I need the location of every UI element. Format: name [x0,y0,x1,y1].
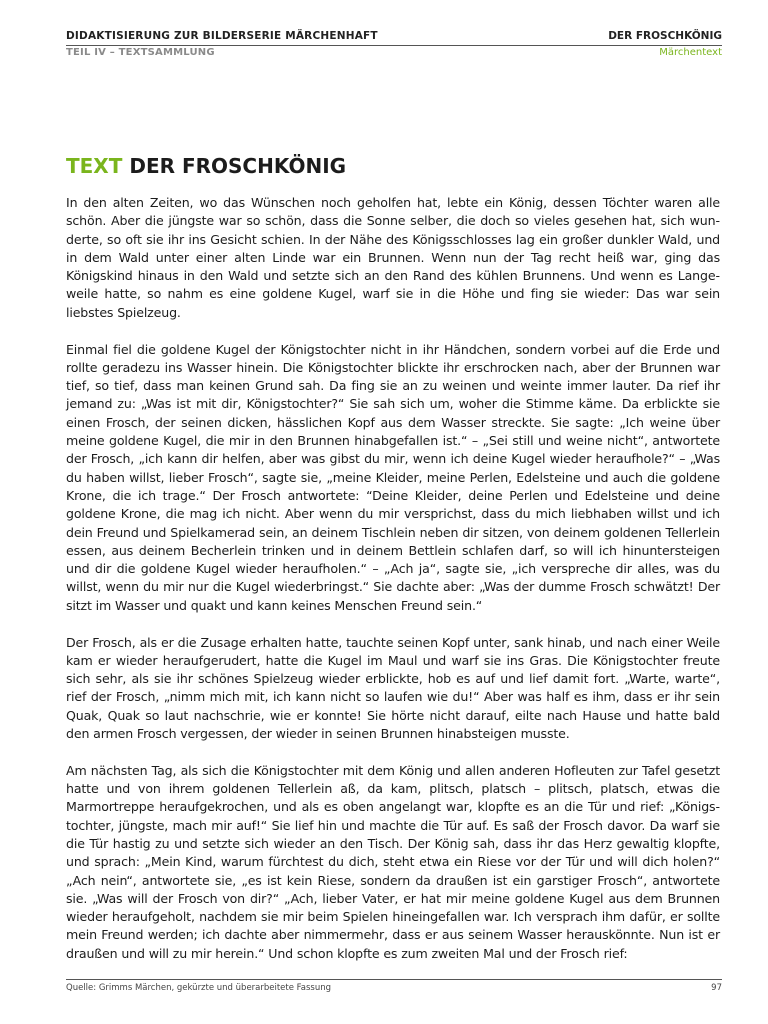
text-type-label: Märchentext [659,47,722,58]
chapter-title: DER FROSCHKÖNIG [608,30,722,42]
paragraph: Am nächsten Tag, als sich die Königstochter mit dem König und allen anderen Hofleuten zur Tafel gesetzt hatte und von ihrem goldenen Tellerlein aß, da kam, plitsch, platsch – plitsch, platsch, etwas die Marmortreppe heraufgekrochen, und als es oben angelangt war, klopfte es an die Tür und rief: „Königstochter, jüngste, mach mir auf!“ Sie lief hin und machte die Tür auf. Es saß der Frosch davor. Da warf sie die Tür hastig zu und setzte sich wieder an den Tisch. Der König sah, dass ihr das Herz gewaltig klopfte, und sprach: „Mein Kind, warum fürchtest du dich, steht etwa ein Riese vor der Tür und will dich holen?“ „Ach nein“, antwortete sie, „es ist kein Riese, sondern da draußen ist ein garstiger Frosch“, antwortete sie. „Was will der Frosch von dir?“ „Ach, lieber Vater, er hat mir meine goldene Kugel aus dem Brunnen wieder heraufgeholt, nachdem sie mir beim Spielen hineingefallen war. Ich versprach ihm dafür, er sollte mein Freund werden; ich dachte aber nimmermehr, dass er aus seinem Wasser herauskönnte. Nun ist er draußen und will zu mir herein.“ Und schon klopfte es zum zweiten Mal und der Frosch rief: [66,762,720,961]
part-label: TEIL IV – TEXTSAMMLUNG [66,47,215,58]
paragraph: In den alten Zeiten, wo das Wünschen noch geholfen hat, lebte ein König, dessen Töchter waren alle schön. Aber die jüngste war so schön, dass die Sonne selber, die doch so vieles gesehen hat, sich wunderte, so oft sie ihr ins Gesicht schien. In der Nähe des Königsschlosses lag ein großer dunkler Wald, und in dem Wald unter einer alten Linde war ein Brunnen. Wenn nun der Tag recht heiß war, ging das Königskind hinaus in den Wald und setzte sich an den Rand des kühlen Brunnens. Und wenn es Langeweile hatte, so nahm es eine goldene Kugel, warf sie in die Höhe und fing sie wieder: Das war sein liebstes Spielzeug. [66,195,720,320]
header-divider [66,45,722,46]
title-accent: TEXT [66,154,123,178]
page-number: 97 [711,983,722,993]
page-header [66,30,722,58]
title-main: DER FROSCHKÖNIG [122,154,347,178]
series-title: DIDAKTISIERUNG ZUR BILDERSERIE MÄRCHENHAFT [66,30,378,42]
source-note: Quelle: Grimms Märchen, gekürzte und überarbeitete Fassung [66,983,332,993]
paragraph: Einmal fiel die goldene Kugel der Königstochter nicht in ihr Händchen, sondern vorbei auf die Erde und rollte geradezu ins Wasser hinein. Die Königstochter blickte ihr erschrocken nach, aber der Brunnen war tief, so tief, dass man keinen Grund sah. Da fing sie an zu weinen und weinte immer lauter. Da rief ihr jemand zu: „Was ist mit dir, Königstochter?“ Sie sah sich um, woher die Stimme käme. Da erblickte sie einen Frosch, der seinen dicken, hässlichen Kopf aus dem Wasser streckte. Sie sagte: „Ich weine über meine goldene Kugel, die mir in den Brunnen hinabgefallen ist.“ – „Sei still und weine nicht“, antwortete der Frosch, „ich kann dir helfen, aber was gibst du mir, wenn ich deine Kugel wieder heraufhole?“ – „Was du haben willst, lieber Frosch“, sagte sie, „meine Kleider, meine Perlen, Edelsteine und auch die goldene Krone, die ich trage.“ Der Frosch antwortete: “Deine Kleider, deine Perlen und Edelsteine und deine goldene Krone, die mag ich nicht. Aber wenn du mir versprichst, dass du mich liebhaben willst und ich dein Freund und Spielkamerad sein, an deinem Tischlein neben dir sitzen, von deinem goldenen Tellerlein essen, aus deinem Becherlein trinken und in deinem Bettlein schlafen darf, so will ich hinuntersteigen und dir die goldene Kugel wieder heraufholen.“ – „Ach ja“, sagte sie, „ich verspreche dir alles, was du willst, wenn du mir nur die Kugel wiederbringst.“ Sie dachte aber: „Was der dumme Frosch schwätzt! Der sitzt im Wasser und quakt und kann keines Menschen Freund sein.“ [66,341,720,613]
footer-divider [66,979,722,980]
page-footer [66,979,722,993]
paragraph: Der Frosch, als er die Zusage erhalten hatte, tauchte seinen Kopf unter, sank hinab, und nach einer Weile kam er wieder heraufgerudert, hatte die Kugel im Maul und warf sie ins Gras. Die Königstochter freute sich sehr, als sie ihr schönes Spielzeug wieder erblickte, hob es auf und lief damit fort. „Warte, warte“, rief der Frosch, „nimm mich mit, ich kann nicht so laufen wie du!“ Aber was half es ihm, dass er ihr sein Quak, Quak so laut nachschrie, wie er konnte! Sie hörte nicht darauf, eilte nach Hause und hatte bald den armen Frosch vergessen, der wieder in seinen Brunnen hinabsteigen musste. [66,634,720,742]
footer-row [66,983,722,993]
header-bottom-row [66,47,722,58]
story-body [66,194,720,982]
header-top-row [66,30,722,42]
page-title [66,154,346,178]
